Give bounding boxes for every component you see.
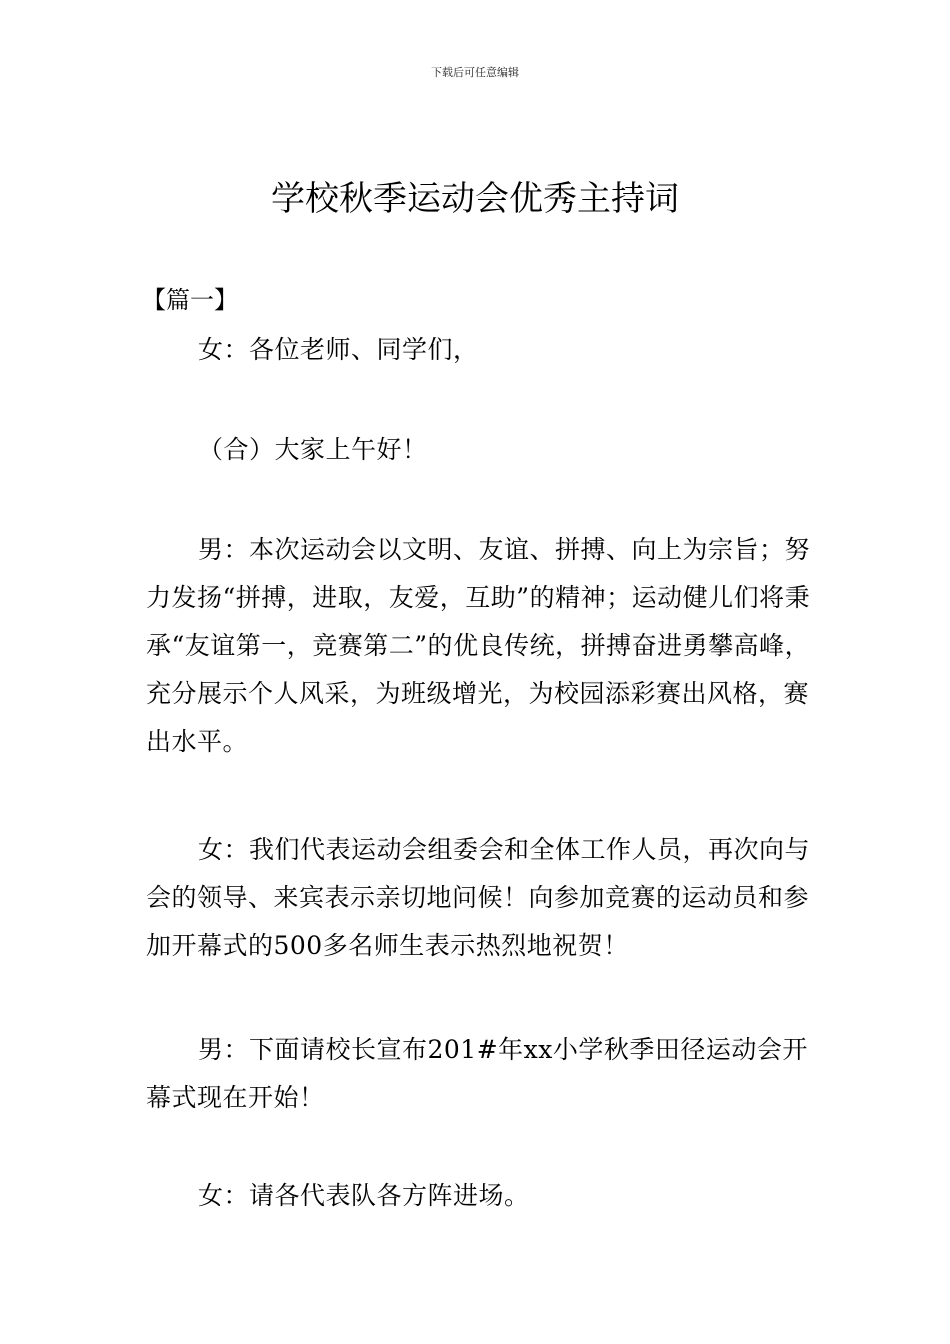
paragraph-welcome: 女：我们代表运动会组委会和全体工作人员，再次向与会的领导、来宾表示亲切地问候！向参加竞赛的运动员和参加开幕式的500多名师生表示热烈地祝贺！ [146, 835, 811, 960]
paragraph-joint-greeting: （合）大家上午好！ [198, 435, 428, 464]
section-label: 【篇一】 [142, 286, 238, 314]
document-title: 学校秋季运动会优秀主持词 [271, 179, 679, 219]
header-note: 下载后可任意编辑 [431, 66, 519, 79]
paragraph-procession: 女：请各代表队各方阵进场。 [198, 1181, 530, 1210]
paragraph-theme: 男：本次运动会以文明、友谊、拼搏、向上为宗旨；努力发扬“拼搏，进取，友爱，互助”的精神；运动健儿们将秉承“友谊第一，竞赛第二”的优良传统，拼搏奋进勇攀高峰，充分展示个人风采，为班级增光，为校园添彩赛出风格，赛出水平。 [146, 535, 811, 756]
paragraph-opening: 男：下面请校长宣布201#年xx小学秋季田径运动会开幕式现在开始！ [146, 1035, 808, 1112]
paragraph-greeting: 女：各位老师、同学们， [198, 335, 479, 364]
